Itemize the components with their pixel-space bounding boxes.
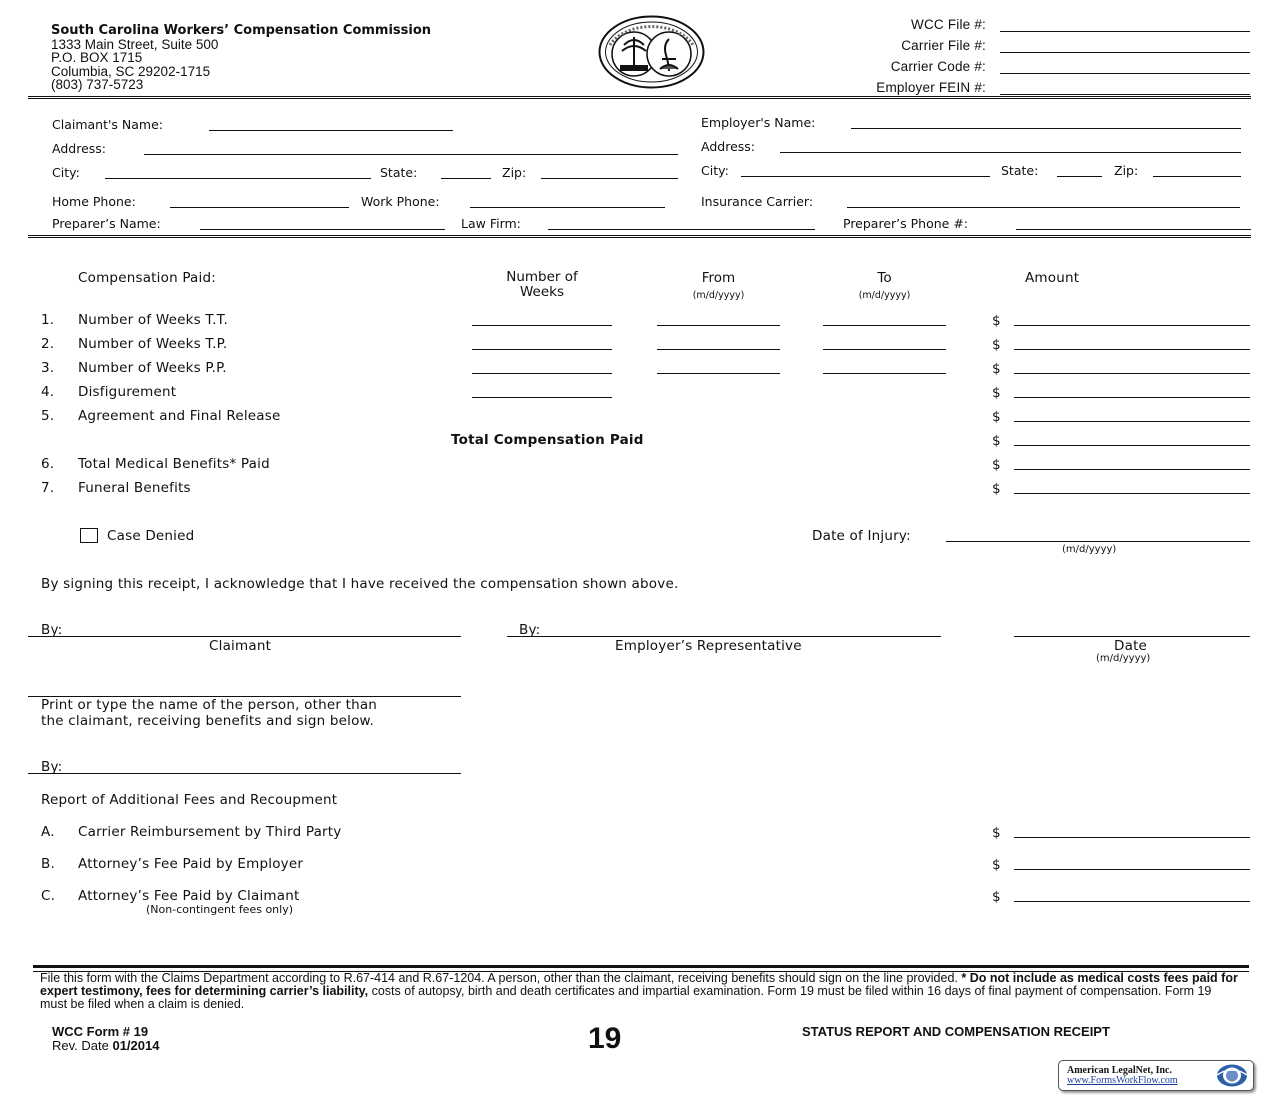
claimant-name-label: Claimant's Name: (52, 117, 164, 132)
row-1-weeks-input[interactable] (472, 311, 612, 326)
row-3-label: Number of Weeks P.P. (78, 360, 227, 376)
form-number: WCC Form # 19 (52, 1024, 149, 1039)
form-title: STATUS REPORT AND COMPENSATION RECEIPT (802, 1024, 1110, 1039)
fee-b-currency: $ (992, 857, 1001, 873)
claimant-state-input[interactable] (441, 164, 491, 179)
law-firm-label: Law Firm: (461, 216, 521, 231)
employer-address-label: Address: (701, 139, 755, 154)
claimant-address-label: Address: (52, 141, 106, 156)
insurance-carrier-label: Insurance Carrier: (701, 194, 814, 209)
fee-c-label: Attorney’s Fee Paid by Claimant (78, 888, 300, 904)
total-comp-currency: $ (992, 433, 1001, 449)
fee-c-currency: $ (992, 889, 1001, 905)
signature-date-format: (m/d/yyyy) (1096, 653, 1151, 664)
weeks-header-line2: Weeks (519, 284, 565, 300)
wcc-file-input[interactable] (1000, 17, 1250, 32)
preparer-phone-label: Preparer’s Phone #: (843, 216, 968, 231)
employer-fein-input[interactable] (1000, 80, 1250, 95)
row-3-amount-input[interactable] (1014, 359, 1250, 374)
row-2-from-input[interactable] (657, 335, 780, 350)
fee-a-label: Carrier Reimbursement by Third Party (78, 824, 342, 840)
commission-address1: 1333 Main Street, Suite 500 (51, 36, 219, 52)
fee-b-letter: B. (41, 856, 55, 872)
carrier-code-input[interactable] (1000, 59, 1250, 74)
vendor-url[interactable]: www.FormsWorkFlow.com (1067, 1075, 1178, 1086)
footer-instructions-2: costs of autopsy, birth and death certificates and impartial examination. Form 19 must be filed within 16 days of final payment of compensation. Form 19 must be filed when a claim is denied. (40, 984, 1212, 1011)
row-1-to-input[interactable] (823, 311, 946, 326)
employer-state-input[interactable] (1057, 162, 1102, 177)
header-divider (28, 96, 1251, 102)
claimant-zip-label: Zip: (502, 165, 527, 180)
wcc-file-label: WCC File #: (911, 17, 986, 32)
case-denied-checkbox[interactable] (80, 528, 98, 543)
rev-date (52, 1038, 159, 1053)
row-3-from-input[interactable] (657, 359, 780, 374)
footer-instructions (40, 972, 1240, 1011)
row-1-currency: $ (992, 313, 1001, 329)
row-1-num: 1. (41, 312, 55, 328)
row-6-currency: $ (992, 457, 1001, 473)
commission-phone: (803) 737-5723 (51, 77, 144, 92)
row-4-num: 4. (41, 384, 55, 400)
preparer-name-input[interactable] (200, 215, 445, 230)
from-header (657, 270, 780, 301)
work-phone-label: Work Phone: (361, 194, 440, 209)
acknowledge-text: By signing this receipt, I acknowledge that I have received the compensation shown above. (41, 576, 679, 592)
state-seal-icon (598, 15, 705, 89)
home-phone-label: Home Phone: (52, 194, 136, 209)
commission-address2: P.O. BOX 1715 (51, 50, 143, 65)
claimant-signature-line[interactable] (28, 636, 461, 637)
row-4-amount-input[interactable] (1014, 383, 1250, 398)
row-1-label: Number of Weeks T.T. (78, 312, 229, 328)
row-2-currency: $ (992, 337, 1001, 353)
form-big-number: 19 (588, 1022, 622, 1055)
claimant-address-input[interactable] (144, 140, 678, 155)
employer-signature-line[interactable] (507, 636, 941, 637)
home-phone-input[interactable] (170, 193, 349, 208)
row-5-amount-input[interactable] (1014, 407, 1250, 422)
row-7-currency: $ (992, 481, 1001, 497)
row-1-amount-input[interactable] (1014, 311, 1250, 326)
row-2-amount-input[interactable] (1014, 335, 1250, 350)
employer-zip-input[interactable] (1153, 162, 1241, 177)
employer-fein-label: Employer FEIN #: (876, 80, 986, 95)
work-phone-input[interactable] (470, 193, 665, 208)
row-7-amount-input[interactable] (1014, 479, 1250, 494)
total-comp-amount-input[interactable] (1014, 431, 1250, 446)
vendor-name: American LegalNet, Inc. (1067, 1065, 1172, 1076)
amount-header: Amount (1025, 270, 1080, 286)
other-person-by-label: By: (41, 759, 63, 775)
case-denied-label: Case Denied (107, 528, 195, 544)
employer-by-label: By: (519, 622, 541, 638)
row-3-num: 3. (41, 360, 55, 376)
row-7-label: Funeral Benefits (78, 480, 191, 496)
fee-a-currency: $ (992, 825, 1001, 841)
preparer-name-label: Preparer’s Name: (52, 216, 161, 231)
row-2-weeks-input[interactable] (472, 335, 612, 350)
employer-name-input[interactable] (851, 114, 1241, 129)
row-4-currency: $ (992, 385, 1001, 401)
other-person-signature-line[interactable] (28, 773, 461, 774)
law-firm-input[interactable] (548, 215, 815, 230)
claimant-city-input[interactable] (105, 164, 371, 179)
row-2-num: 2. (41, 336, 55, 352)
claimant-city-label: City: (52, 165, 80, 180)
claimant-zip-input[interactable] (541, 164, 678, 179)
other-person-text-line1: Print or type the name of the person, other than (41, 697, 378, 713)
carrier-file-input[interactable] (1000, 38, 1250, 53)
row-6-num: 6. (41, 456, 55, 472)
employer-zip-label: Zip: (1114, 163, 1139, 178)
fee-b-label: Attorney’s Fee Paid by Employer (78, 856, 304, 872)
weeks-header-line1: Number of (506, 269, 578, 285)
fees-title: Report of Additional Fees and Recoupment (41, 792, 338, 808)
comp-paid-header: Compensation Paid: (78, 270, 217, 286)
rev-date-value: 01/2014 (112, 1038, 160, 1053)
fee-c-letter: C. (41, 888, 56, 904)
globe-icon (1215, 1063, 1249, 1088)
row-3-weeks-input[interactable] (472, 359, 612, 374)
date-of-injury-input[interactable] (946, 527, 1250, 542)
employer-address-input[interactable] (780, 138, 1241, 153)
claimant-by-label: By: (41, 622, 63, 638)
vendor-badge[interactable] (1058, 1060, 1254, 1091)
row-1-from-input[interactable] (657, 311, 780, 326)
date-of-injury-format: (m/d/yyyy) (1062, 544, 1117, 555)
party-divider (28, 235, 1251, 241)
claimant-state-label: State: (380, 165, 418, 180)
row-3-to-input[interactable] (823, 359, 946, 374)
row-5-currency: $ (992, 409, 1001, 425)
rev-date-label: Rev. Date (52, 1038, 109, 1053)
row-7-num: 7. (41, 480, 55, 496)
row-6-amount-input[interactable] (1014, 455, 1250, 470)
claimant-name-input[interactable] (209, 116, 453, 131)
employer-state-label: State: (1001, 163, 1039, 178)
row-2-to-input[interactable] (823, 335, 946, 350)
employer-name-label: Employer's Name: (701, 115, 816, 130)
employer-city-input[interactable] (741, 162, 990, 177)
from-header-label: From (701, 270, 736, 286)
commission-name: South Carolina Workers’ Compensation Commission (51, 23, 432, 38)
employer-rep-caption: Employer’s Representative (615, 638, 802, 654)
row-4-weeks-input[interactable] (472, 383, 612, 398)
fee-a-letter: A. (41, 824, 55, 840)
to-header (823, 270, 946, 301)
other-person-text-line2: the claimant, receiving benefits and sign below. (41, 713, 375, 729)
fee-c-amount-input[interactable] (1014, 887, 1250, 902)
row-6-label: Total Medical Benefits* Paid (78, 456, 270, 472)
carrier-code-label: Carrier Code #: (890, 59, 986, 74)
weeks-header (472, 270, 612, 300)
fee-a-amount-input[interactable] (1014, 823, 1250, 838)
from-header-format: (m/d/yyyy) (692, 290, 745, 301)
to-header-format: (m/d/yyyy) (858, 290, 911, 301)
fee-b-amount-input[interactable] (1014, 855, 1250, 870)
fee-c-note: (Non-contingent fees only) (146, 903, 294, 916)
carrier-file-label: Carrier File #: (901, 38, 986, 53)
row-5-label: Agreement and Final Release (78, 408, 281, 424)
commission-block (51, 24, 431, 92)
total-comp-label: Total Compensation Paid (451, 432, 644, 448)
row-3-currency: $ (992, 361, 1001, 377)
footer-instructions-1: File this form with the Claims Department according to R.67-414 and R.67-1204. A person, other than the claimant, receiving benefits should sign on the line provided. (40, 971, 958, 985)
row-4-label: Disfigurement (78, 384, 177, 400)
signature-date-caption: Date (1114, 638, 1148, 654)
preparer-phone-input[interactable] (1016, 215, 1251, 230)
date-of-injury-label: Date of Injury: (812, 528, 911, 544)
row-5-num: 5. (41, 408, 55, 424)
footer-instructions-bold: * Do not include as medical costs fees paid for expert testimony, fees for determining carrier’s liability, (40, 971, 1238, 998)
claimant-caption: Claimant (209, 638, 272, 654)
signature-date-line[interactable] (1014, 636, 1250, 637)
row-2-label: Number of Weeks T.P. (78, 336, 228, 352)
insurance-carrier-input[interactable] (847, 193, 1240, 208)
employer-city-label: City: (701, 163, 729, 178)
commission-address3: Columbia, SC 29202-1715 (51, 63, 211, 79)
to-header-label: To (877, 270, 892, 286)
